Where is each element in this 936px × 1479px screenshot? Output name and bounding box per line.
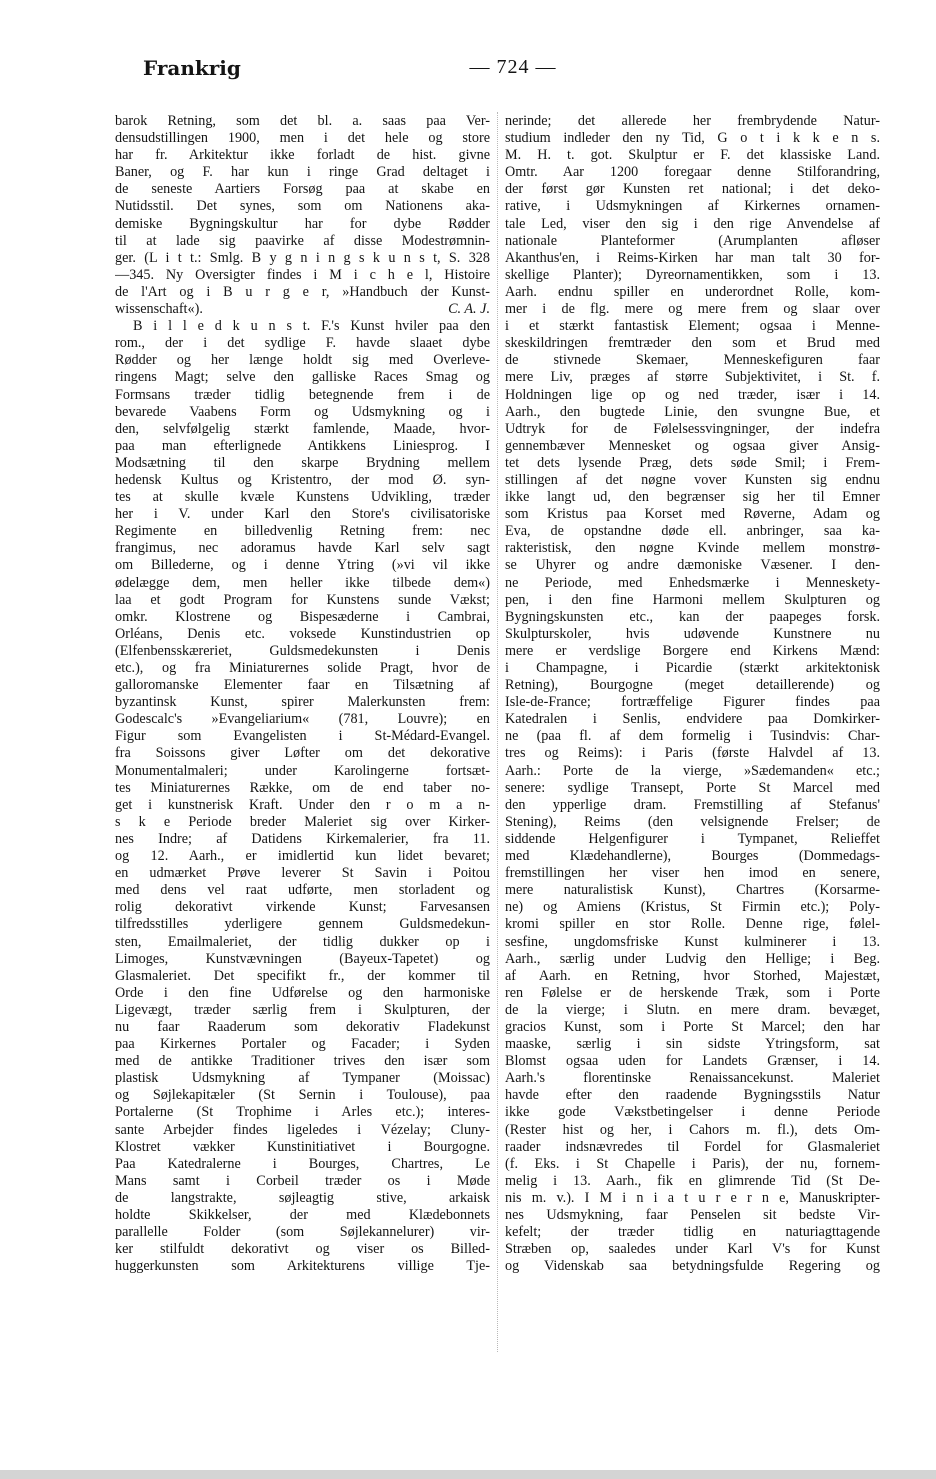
text-line-content: Ligevægt, træder særlig frem i Skulpturen, der <box>115 1001 490 1018</box>
text-line <box>115 797 490 814</box>
text-line-content: i et stærkt fantastisk Element; ogsaa i Menne- <box>505 318 880 335</box>
column-divider <box>497 112 498 1352</box>
text-line <box>115 198 490 215</box>
text-line-content: Aarh. endnu spiller en underordnet Rolle, kom- <box>505 283 880 300</box>
text-line <box>505 1139 880 1156</box>
text-line <box>115 899 490 916</box>
text-line-content: holdte Skikkelser, der med Klædebonnets <box>115 1207 490 1223</box>
text-line <box>505 472 880 489</box>
text-line-content: nes Indre; af Datidens Kirkemalerier, fra 11. <box>115 830 490 847</box>
text-line <box>115 1087 490 1104</box>
text-line <box>115 1104 490 1121</box>
text-line <box>115 387 490 404</box>
text-line-content: get i kunstnerisk Kraft. Under den r o m a n- <box>115 796 490 813</box>
text-line-content: stillingen af det nøgne vover Kunsten sig endnu <box>505 471 880 488</box>
text-line <box>115 1258 490 1275</box>
text-line-content: om Billederne, og i denne Ytring (»vi vil ikke <box>115 557 490 574</box>
text-line <box>505 130 880 147</box>
text-line <box>115 130 490 147</box>
text-line <box>505 284 880 301</box>
text-line <box>505 1104 880 1121</box>
text-line <box>115 1173 490 1190</box>
text-line <box>505 1019 880 1036</box>
text-line <box>115 216 490 233</box>
text-line <box>505 865 880 882</box>
text-line-content: skeskildringen fremtræder den som et Brud med <box>505 335 880 352</box>
text-line <box>505 455 880 472</box>
text-line-content: og 12. Aarh., er imidlertid kun lidet bevaret; <box>115 848 490 865</box>
text-line-content: tes at skulle kvæle Kunstens Udvikling, træder <box>115 489 490 506</box>
text-line-content: se Uhyrer og andre dæmoniske Væsener. I den- <box>505 557 880 574</box>
text-line-content: Omtr. Aar 1200 foregaar denne Stilforandring, <box>505 164 880 181</box>
text-line <box>505 677 880 694</box>
text-line-content: Aarh.'s florentinske Renaissancekunst. Maleriet <box>505 1070 880 1087</box>
text-line-content: Orléans, Denis etc. voksede Kunstindustrien op <box>115 625 490 642</box>
text-line <box>115 455 490 472</box>
text-line-content: parallelle Folder (som Søjlekannelurer) vir- <box>115 1224 490 1241</box>
text-line <box>505 711 880 728</box>
text-line <box>115 301 490 318</box>
text-line <box>505 916 880 933</box>
text-line-content: melig i 13. Aarh., fik en glimrende Tid (St De- <box>505 1172 880 1189</box>
text-line-content: en udmærket Prøve leverer St Savin i Poitou <box>115 865 490 882</box>
text-line <box>115 1002 490 1019</box>
text-line-content: galloromanske Elementer faar en Tilsætning af <box>115 677 490 694</box>
text-line-content: ringens Magt; selve den galliske Races Smag og <box>115 369 490 386</box>
text-line-content: Portalerne (St Trophime i Arles etc.); interes- <box>115 1104 490 1121</box>
text-line <box>115 506 490 523</box>
text-line-content: fra Soissons giver Løfter om det dekorative <box>115 745 490 762</box>
text-line-content: maaske, særlig i sin sidste Ytringsform, sat <box>505 1036 880 1053</box>
text-line <box>115 164 490 181</box>
text-line-content: rative, i Udsmykningen af Kirkernes ornamen- <box>505 198 880 215</box>
text-line <box>505 763 880 780</box>
text-line-content: har fr. Arkitektur ikke forladt de hist. givne <box>115 147 490 164</box>
text-line-content: de langstrakte, søjleagtig stive, arkaisk <box>115 1189 490 1206</box>
text-line-content: ne Periode, med Enhedsmærke i Menneskety- <box>505 574 880 591</box>
text-line-content: den ypperlige dram. Fremstilling af Stefanus' <box>505 796 880 813</box>
text-line-content: ne (paa fl. af dem formelig i Tusindvis: Char- <box>505 728 880 745</box>
text-line-content: nis m. v.). I M i n i a t u r e r n e, Manuskripter- <box>505 1189 880 1206</box>
text-line <box>505 1207 880 1224</box>
text-line <box>505 1053 880 1070</box>
text-line <box>505 1156 880 1173</box>
text-line <box>115 1053 490 1070</box>
text-line <box>505 181 880 198</box>
text-line <box>115 1122 490 1139</box>
text-line-content: laa et godt Program for Kunstens sunde Vækst; <box>115 591 490 608</box>
text-line-content: Regimente en billedvenlig Retning frem: nec <box>115 523 490 540</box>
text-line <box>115 1139 490 1156</box>
text-line-content: Godescalc's »Evangeliarium« (781, Louvre); en <box>115 711 490 728</box>
text-line-content: B i l l e d k u n s t. F.'s Kunst hviler paa den <box>133 318 490 335</box>
text-line <box>115 1207 490 1224</box>
text-line <box>115 1019 490 1036</box>
text-line-content: ødelægge dem, men heller ikke tilbede dem«) <box>115 574 490 591</box>
text-line-content: rakteristisk, den nøgne Kvinde mellem monstrø- <box>505 540 880 557</box>
text-line-content: demiske Bygningskultur har for dybe Rødder <box>115 215 490 232</box>
text-line <box>115 335 490 352</box>
text-line <box>505 951 880 968</box>
text-line <box>115 831 490 848</box>
text-line <box>115 609 490 626</box>
text-line <box>505 575 880 592</box>
text-line-content: nerinde; det allerede her frembrydende Natur- <box>505 113 880 129</box>
text-line <box>115 369 490 386</box>
text-line <box>505 985 880 1002</box>
text-line-content: nes Udsmykning, faar Penselen sit bedste Vir- <box>505 1207 880 1223</box>
text-line <box>505 643 880 660</box>
text-line <box>115 934 490 951</box>
text-line-content: de seneste Aartiers Forsøg paa at skabe en <box>115 181 490 198</box>
text-line-content: Retning), Bourgogne (meget detaillerende) og <box>505 677 880 694</box>
text-line <box>505 198 880 215</box>
text-line <box>505 216 880 233</box>
text-line <box>115 557 490 574</box>
text-line-content: som Kristus paa Korset med Røverne, Adam og <box>505 506 880 523</box>
text-line-content: Eva, de opstandne døde ell. anbringer, saa ka- <box>505 523 880 540</box>
text-line <box>115 592 490 609</box>
text-line <box>115 763 490 780</box>
text-column-left <box>115 113 490 1275</box>
text-line-content: Holdningen lige op og ned træder, især i 14. <box>505 386 880 403</box>
text-line-content: (Rester hist og her, i Cahors m. fl.), dets Om- <box>505 1121 880 1138</box>
text-line <box>115 728 490 745</box>
page-number: — 724 — <box>469 56 557 78</box>
text-line-content: Rødder og her længe holdt sig med Overleve- <box>115 352 490 369</box>
text-line <box>115 745 490 762</box>
text-line-content: senere: sydlige Transept, Porte St Marcel med <box>505 779 880 796</box>
text-line <box>505 745 880 762</box>
text-line-content: rolig dekorativt virkende Kunst; Farvesansen <box>115 899 490 916</box>
text-line-content: mere er verdslige Borgere end Kirkens Mænd: <box>505 642 880 659</box>
text-line-content: huggerkunsten som Arkitekturens villige Tje- <box>115 1258 490 1275</box>
text-line <box>505 934 880 951</box>
text-line <box>115 352 490 369</box>
text-line-content: med de antikke Traditioner trives den især som <box>115 1053 490 1070</box>
text-line-content: i Champagne, i Picardie (stærkt arkitektonisk <box>505 660 880 676</box>
text-line-content: rom., der i det sydlige F. havde slaaet dybe <box>115 335 490 352</box>
text-line <box>115 404 490 421</box>
text-line <box>505 626 880 643</box>
text-line <box>505 1258 880 1275</box>
text-line-content: tet dets lysende Præg, dets søde Smil; i Frem- <box>505 454 880 471</box>
text-line <box>115 1241 490 1258</box>
text-line-content: siddende Helgenfigurer i Tympanet, Relieffet <box>505 830 880 847</box>
text-line-content: med Klædehandlerne), Bourges (Dommedags- <box>505 848 880 865</box>
text-line <box>505 899 880 916</box>
text-line <box>505 352 880 369</box>
text-line-content: M. H. t. got. Skulptur er F. det klassiske Land. <box>505 147 880 164</box>
scan-edge <box>0 1470 936 1479</box>
text-line <box>115 113 490 130</box>
text-line-content: Modsætning til den skarpe Brydning mellem <box>115 454 490 471</box>
text-line <box>115 1190 490 1207</box>
text-line-content: havde efter den raadende Bygningsstils Natur <box>505 1087 880 1104</box>
text-line <box>115 1224 490 1241</box>
text-line-content: Katedralen i Senlis, endvidere paa Domkirker- <box>505 711 880 728</box>
text-line <box>115 472 490 489</box>
text-line <box>505 438 880 455</box>
running-head: Frankrig <box>143 56 241 80</box>
text-line-content: de stivnede Skemaer, Menneskefiguren faar <box>505 352 880 369</box>
text-line-content: ne) og Amiens (Kristus, St Firmin etc.); Poly- <box>505 899 880 916</box>
text-line-content: de l'Art og i B u r g e r, »Handbuch der Kunst- <box>115 283 490 300</box>
text-line-content: studium indleder den ny Tid, G o t i k k e n s. <box>505 130 880 147</box>
text-line <box>115 267 490 284</box>
text-line-content: Aarh., den bugtede Linie, den svungne Bue, et <box>505 403 880 420</box>
text-line <box>115 284 490 301</box>
text-line-content: ikke gode Vækstbetingelser i denne Periode <box>505 1104 880 1121</box>
text-line-content: pen, i den fine Harmoni mellem Skulpturen og <box>505 591 880 608</box>
text-line <box>505 1070 880 1087</box>
text-line <box>505 387 880 404</box>
text-line <box>505 557 880 574</box>
text-line-content: Monumentalmaleri; under Karolingerne fortsæt- <box>115 762 490 779</box>
text-line <box>115 540 490 557</box>
text-line <box>115 985 490 1002</box>
text-line-content: ger. (L i t t.: Smlg. B y g n i n g s k u n s t, S. 328 <box>115 249 490 266</box>
text-line-content: Akanthus'en, i Reims-Kirken har man talt 30 for- <box>505 249 880 266</box>
text-line-content: Aarh.: Porte de la vierge, »Sædemanden« etc.; <box>505 762 880 779</box>
text-line-content: ikke langt ud, den begrænser sig her til Emner <box>505 489 880 506</box>
text-line <box>115 233 490 250</box>
text-line-content: omkr. Klostrene og Bispesæderne i Cambrai, <box>115 608 490 625</box>
text-line-content: byzantinsk Kunst, spirer Malerkunsten frem: <box>115 694 490 711</box>
text-line-content: s k e Periode breder Maleriet sig over Kirker- <box>115 813 490 830</box>
text-line <box>115 951 490 968</box>
text-line <box>505 831 880 848</box>
text-line-content: bevarede Vaabens Form og Udsmykning og i <box>115 403 490 420</box>
text-line-content: Bygningskunsten etc., kan der paapeges forsk. <box>505 608 880 625</box>
text-line-content: fremstillingen her viser hen imod en senere, <box>505 865 880 882</box>
text-line <box>115 780 490 797</box>
text-line-content: gennembæver Mennesket og ogsaa giver Ansig- <box>505 437 880 454</box>
text-line-content: (Elfenbensskæreriet, Guldsmedekunsten i Denis <box>115 642 490 659</box>
text-line-content: (f. Eks. i St Chapelle i Paris), der nu, fornem- <box>505 1155 880 1172</box>
text-line <box>505 267 880 284</box>
text-line <box>115 523 490 540</box>
text-line-content: der først gør Kunsten ret national; i det deko- <box>505 181 880 198</box>
text-line <box>505 1241 880 1258</box>
text-line <box>505 814 880 831</box>
text-line <box>115 318 490 335</box>
text-line <box>505 660 880 677</box>
text-line <box>505 694 880 711</box>
text-line <box>505 164 880 181</box>
text-line-content: sten, Emailmaleriet, der tidlig dukker op i <box>115 933 490 950</box>
text-line <box>505 113 880 130</box>
text-line <box>505 1224 880 1241</box>
text-line <box>115 626 490 643</box>
text-line <box>505 421 880 438</box>
text-line <box>115 814 490 831</box>
text-line-content: tilfredsstilles yderligere gennem Guldsmedekun- <box>115 916 490 933</box>
text-line <box>505 592 880 609</box>
text-line-content: —345. Ny Oversigter findes i M i c h e l, Histoire <box>115 266 490 283</box>
text-line-content: Nutidsstil. Det synes, som om Nationens aka- <box>115 198 490 215</box>
page-header <box>143 56 878 86</box>
text-line-content: Blomst ogsaa uden for Landets Grænser, i 14. <box>505 1053 880 1070</box>
text-line-content: densudstillingen 1900, men i det hele og store <box>115 130 490 147</box>
text-line-content: Udtryk for de Følelsessvingninger, der indefra <box>505 420 880 437</box>
text-line <box>505 540 880 557</box>
text-line-content: Limoges, Kunstvævningen (Bayeux-Tapetet) og <box>115 950 490 967</box>
text-line-content: her i V. under Karl den Store's civilisatoriske <box>115 506 490 523</box>
text-line-content: Figur som Evangelisten i St-Médard-Evangel. <box>115 728 490 745</box>
text-line-content: ker stilfuldt dekorativt og viser os Billed- <box>115 1241 490 1258</box>
text-line <box>505 728 880 745</box>
text-line-content: Baner, og F. har kun i ringe Grad deltaget i <box>115 164 490 181</box>
text-line-content: tres og Reims): i Paris (første Halvdel af 13. <box>505 745 880 762</box>
text-line <box>115 677 490 694</box>
text-line <box>115 181 490 198</box>
text-line <box>115 575 490 592</box>
text-line-content: Skulpturskoler, hvis udøvende Kunstnere nu <box>505 625 880 642</box>
text-line <box>505 147 880 164</box>
text-line-content: Stræben op, saaledes under Karl V's for Kunst <box>505 1241 880 1258</box>
text-line-content: paa Kirkernes Portaler og Facader; i Syden <box>115 1036 490 1053</box>
text-line-content: wissenschaft«). <box>115 301 203 318</box>
text-line <box>115 882 490 899</box>
text-line <box>115 694 490 711</box>
text-line-content: de la vierge; i Slutn. en mere dram. bevæget, <box>505 1001 880 1018</box>
text-line-content: tale Led, viser den sig i den rige Anvendelse af <box>505 215 880 232</box>
text-line <box>115 916 490 933</box>
text-line <box>115 250 490 267</box>
author-signature: C. A. J. <box>448 301 490 318</box>
text-line-content: Isle-de-France; fortræffelige Figurer findes paa <box>505 694 880 711</box>
text-line-content: med dens vel raat udførte, men storladent og <box>115 882 490 899</box>
text-line <box>505 1036 880 1053</box>
text-line-content: sante Arbejder findes ligeledes i Vézelay; Cluny- <box>115 1121 490 1138</box>
text-line-content: nu faar Raaderum som dekorativ Fladekunst <box>115 1018 490 1035</box>
text-line <box>115 1156 490 1173</box>
text-line-content: Klostret vækker Kunstinitiativet i Bourgogne. <box>115 1138 490 1155</box>
text-line <box>505 250 880 267</box>
text-line <box>505 848 880 865</box>
text-line-content: paa man efterlignede Antikkens Liniesprog. I <box>115 437 490 454</box>
text-line-content: gracios Kunst, som i Porte St Marcel; den har <box>505 1018 880 1035</box>
text-line <box>115 968 490 985</box>
text-line-content: plastisk Udsmykning af Tympaner (Moissac) <box>115 1070 490 1087</box>
text-line <box>505 335 880 352</box>
text-line-content: af Aarh. en Retning, hvor Storhed, Majestæt, <box>505 967 880 984</box>
text-line <box>115 1036 490 1053</box>
text-line-content: og Søjlekapitæler (St Sernin i Toulouse), paa <box>115 1087 490 1104</box>
text-line <box>115 438 490 455</box>
text-line <box>505 1087 880 1104</box>
text-line <box>505 797 880 814</box>
text-line <box>115 711 490 728</box>
text-line <box>505 1173 880 1190</box>
text-line <box>115 848 490 865</box>
text-line <box>115 865 490 882</box>
text-line-content: mere naturalistisk Kunst), Chartres (Korsarme- <box>505 882 880 899</box>
text-line-content: mer i de flg. mere og mere frem og slaar over <box>505 301 880 318</box>
text-line <box>505 609 880 626</box>
text-line-content: hedensk Kultus og Kristentro, der mod Ø. syn- <box>115 471 490 488</box>
text-line <box>505 318 880 335</box>
text-line-content: Glasmaleriet. Det specifikt fr., der kommer til <box>115 967 490 984</box>
text-line <box>505 233 880 250</box>
text-line-content: frangimus, nec adoramus havde Karl selv sagt <box>115 540 490 557</box>
text-line <box>115 489 490 506</box>
text-line-content: raader indsnævredes til Fordel for Glasmaleriet <box>505 1138 880 1155</box>
text-line <box>505 506 880 523</box>
text-line-content: kefelt; der træder tidlig en naturiagttagende <box>505 1224 880 1241</box>
text-line <box>505 489 880 506</box>
text-line-content: sesfine, ungdomsfriske Kunst kulminerer i 13. <box>505 933 880 950</box>
text-line-content: barok Retning, som det bl. a. saas paa Ver- <box>115 113 490 129</box>
text-column-right <box>505 113 880 1275</box>
text-line <box>115 643 490 660</box>
text-line <box>505 301 880 318</box>
text-line <box>115 660 490 677</box>
text-line-content: Mans samt i Corbeil træder os i Møde <box>115 1172 490 1189</box>
text-line-content: nationale Planteformer (Arumplanten afløser <box>505 232 880 249</box>
text-line-content: den, selvfølgelig stærkt famlende, Maade, hvor- <box>115 420 490 437</box>
text-line-content: Formsans træder tidlig betegnende frem i de <box>115 386 490 403</box>
text-line <box>505 523 880 540</box>
text-line-content: og Videnskab saa betydningsfulde Regering og <box>505 1258 880 1275</box>
text-line-content: ren Følelse er de herskende Træk, som i Porte <box>505 984 880 1001</box>
text-line <box>505 968 880 985</box>
text-line <box>505 1190 880 1207</box>
text-line-content: etc.), og fra Miniaturernes solide Pragt, hvor de <box>115 660 490 676</box>
text-line <box>505 1002 880 1019</box>
text-line-content: Stening), Reims (den velsignende Frelser; de <box>505 813 880 830</box>
text-line-content: Orde i den fine Udførelse og den harmoniske <box>115 984 490 1001</box>
text-line-content: Aarh., særlig under Ludvig den Hellige; i Beg. <box>505 950 880 967</box>
text-line-content: mere Liv, præges af større Subjektivitet, i St. f. <box>505 369 880 386</box>
text-line <box>115 421 490 438</box>
text-line <box>115 1070 490 1087</box>
text-line <box>505 404 880 421</box>
text-line <box>505 882 880 899</box>
text-line-content: til at lade sig paavirke af disse Modestrømnin- <box>115 232 490 249</box>
text-line-content: skellige Planter); Dyreornamentikken, som i 13. <box>505 266 880 283</box>
text-line-content: tes Miniaturernes Række, om de end taber no- <box>115 779 490 796</box>
text-line <box>505 780 880 797</box>
text-line-content: Paa Katedralerne i Bourges, Chartres, Le <box>115 1155 490 1172</box>
text-line <box>505 1122 880 1139</box>
text-line <box>505 369 880 386</box>
text-line-content: kromi spiller en stor Rolle. Denne rige, følel- <box>505 916 880 933</box>
text-line <box>115 147 490 164</box>
